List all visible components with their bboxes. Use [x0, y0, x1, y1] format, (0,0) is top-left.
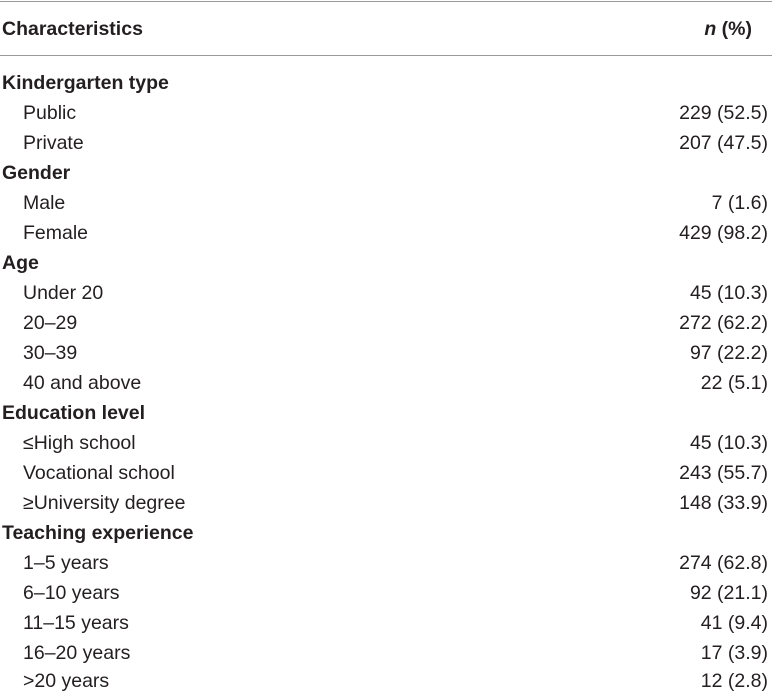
group-title: Education level	[2, 401, 146, 424]
row-value: 272 (62.2)	[679, 311, 768, 334]
group-row-kindergarten-type	[0, 68, 772, 98]
group-row-education-level	[0, 398, 772, 428]
group-title: Age	[2, 251, 39, 274]
row-value: 22 (5.1)	[700, 371, 768, 394]
row-label: 1–5 years	[23, 551, 109, 574]
row-value: 207 (47.5)	[679, 131, 768, 154]
table-row	[0, 218, 772, 248]
table-row	[0, 428, 772, 458]
table-row	[0, 578, 772, 608]
row-value: 429 (98.2)	[679, 221, 768, 244]
group-title: Teaching experience	[2, 521, 194, 544]
table-row	[0, 368, 772, 398]
table-row	[0, 608, 772, 638]
table-row	[0, 188, 772, 218]
row-label: 6–10 years	[23, 581, 120, 604]
table-row	[0, 666, 772, 696]
column-header-characteristics: Characteristics	[2, 17, 143, 40]
row-label: Under 20	[23, 281, 104, 304]
group-row-age	[0, 248, 772, 278]
row-label: Private	[23, 131, 84, 154]
table-header-rule	[0, 55, 772, 56]
table-header-row	[0, 13, 772, 45]
table-row	[0, 488, 772, 518]
row-value: 41 (9.4)	[700, 611, 768, 634]
row-value: 45 (10.3)	[689, 431, 768, 454]
table-row	[0, 308, 772, 338]
table-row	[0, 338, 772, 368]
row-value: 243 (55.7)	[679, 461, 768, 484]
row-label: ≤High school	[23, 431, 136, 454]
table-row	[0, 98, 772, 128]
row-label: 11–15 years	[23, 611, 129, 634]
group-row-teaching-experience	[0, 518, 772, 548]
row-label: Female	[23, 221, 89, 244]
column-header-n-percent	[704, 18, 752, 41]
row-value: 229 (52.5)	[679, 101, 768, 124]
row-label: 30–39	[23, 341, 78, 364]
table-row	[0, 128, 772, 158]
table-top-rule	[0, 1, 772, 2]
row-label: 16–20 years	[23, 641, 131, 664]
row-label: ≥University degree	[23, 491, 186, 514]
table-row	[0, 458, 772, 488]
row-label: >20 years	[23, 669, 110, 692]
table-row	[0, 638, 772, 668]
row-value: 274 (62.8)	[679, 551, 768, 574]
row-value: 92 (21.1)	[689, 581, 768, 604]
row-label: Public	[23, 101, 77, 124]
row-value: 148 (33.9)	[679, 491, 768, 514]
row-value: 12 (2.8)	[700, 669, 768, 692]
group-title: Kindergarten type	[2, 71, 169, 94]
row-value: 17 (3.9)	[700, 641, 768, 664]
group-row-gender	[0, 158, 772, 188]
group-title: Gender	[2, 161, 71, 184]
row-value: 45 (10.3)	[689, 281, 768, 304]
row-label: Vocational school	[23, 461, 175, 484]
table-row	[0, 548, 772, 578]
column-header-percent: (%)	[716, 17, 752, 40]
row-label: Male	[23, 191, 66, 214]
table-row	[0, 278, 772, 308]
column-header-n: n	[704, 17, 717, 40]
row-value: 7 (1.6)	[711, 191, 768, 214]
row-label: 40 and above	[23, 371, 142, 394]
row-label: 20–29	[23, 311, 78, 334]
row-value: 97 (22.2)	[689, 341, 768, 364]
